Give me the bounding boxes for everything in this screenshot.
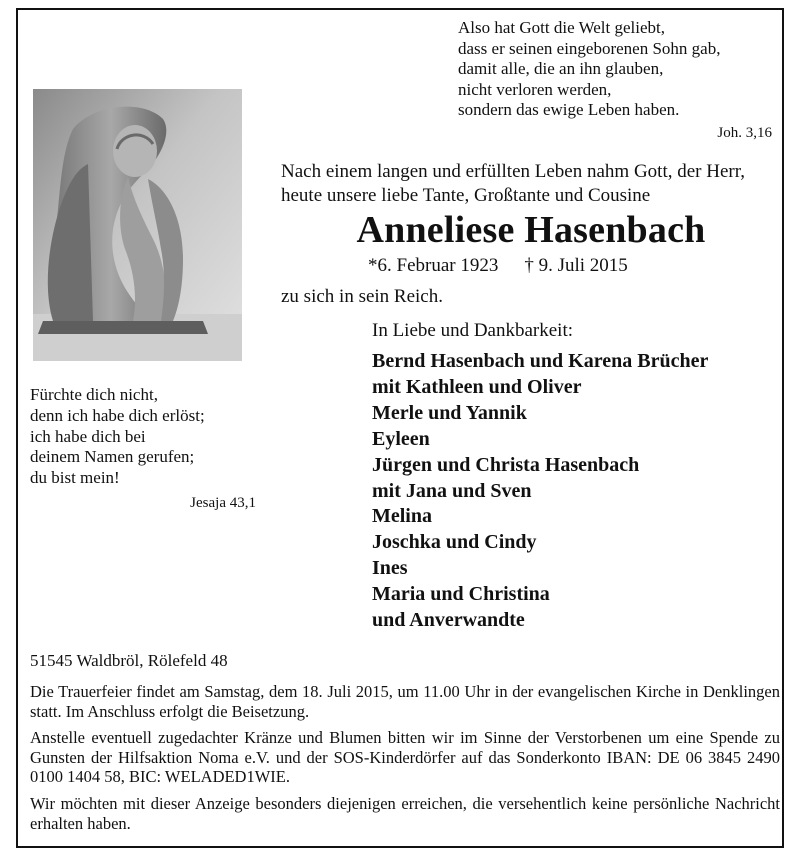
verse-reference: Joh. 3,16 (717, 124, 772, 141)
family-member: Ines (372, 557, 408, 580)
intro-text: Nach einem langen und erfüllten Leben nahm Gott, der Herr, heute unsere liebe Tante, Großtante und Cousine (281, 161, 746, 206)
death-date: † 9. Juli 2015 (524, 255, 628, 276)
family-member: Joschka und Cindy (372, 531, 537, 554)
family-member: mit Kathleen und Oliver (372, 375, 582, 398)
family-member: und Anverwandte (372, 609, 525, 632)
verse-line: ich habe dich bei (30, 426, 146, 446)
deceased-name: Anneliese Hasenbach (356, 209, 706, 251)
verse-line: dass er seinen eingeborenen Sohn gab, (458, 38, 721, 58)
memorial-photo (33, 89, 242, 361)
verse-line: Fürchte dich nicht, (30, 385, 158, 404)
family-member: Jürgen und Christa Hasenbach (372, 453, 640, 476)
verse-reference: Jesaja 43,1 (190, 494, 256, 511)
family-member: Melina (372, 505, 432, 528)
verse-line: sondern das ewige Leben haben. (458, 100, 680, 119)
reich-text: zu sich in sein Reich. (281, 286, 443, 307)
verse-line: damit alle, die an ihn glauben, (458, 59, 664, 78)
verse-line: Also hat Gott die Welt geliebt, (458, 18, 666, 37)
life-dates (368, 254, 628, 278)
family-list (372, 349, 708, 634)
verse-line: deinem Namen gerufen; (30, 447, 195, 467)
funeral-info-paragraph: Die Trauerfeier findet am Samstag, dem 18. Juli 2015, um 11.00 Uhr in der evangelischen Kirche in Denklingen statt. Im Anschluss erfolgt die Beisetzung. (30, 682, 780, 721)
verse-line: du bist mein! (30, 468, 120, 488)
family-member: Eyleen (372, 427, 430, 450)
family-member: Bernd Hasenbach und Karena Brücher (372, 350, 709, 372)
donation-paragraph: Anstelle eventuell zugedachter Kränze und Blumen bitten wir im Sinne der Verstorbenen um eine Spende zu Gunsten der Hilfsaktion Noma e.V. und der SOS-Kinderdörfer auf das Sonderkonto IBAN: DE 06 3845 2490 0100 1404 58, BIC: WELADED1WIE. (30, 728, 780, 787)
family-member: mit Jana und Sven (372, 479, 532, 502)
family-member: Merle und Yannik (372, 401, 527, 424)
bible-verse-top (458, 18, 778, 143)
family-member: Maria und Christina (372, 583, 550, 606)
verse-line: nicht verloren werden, (458, 79, 612, 99)
bible-verse-left (30, 385, 260, 514)
birth-date: *6. Februar 1923 (368, 255, 499, 276)
address: 51545 Waldbröl, Rölefeld 48 (30, 651, 228, 670)
notice-paragraph: Wir möchten mit dieser Anzeige besonders diejenigen erreichen, die versehentlich keine persönliche Nachricht erhalten haben. (30, 794, 780, 833)
gratitude-heading: In Liebe und Dankbarkeit: (372, 320, 574, 341)
child-in-hand-sculpture-image (33, 89, 242, 361)
verse-line: denn ich habe dich erlöst; (30, 405, 205, 425)
